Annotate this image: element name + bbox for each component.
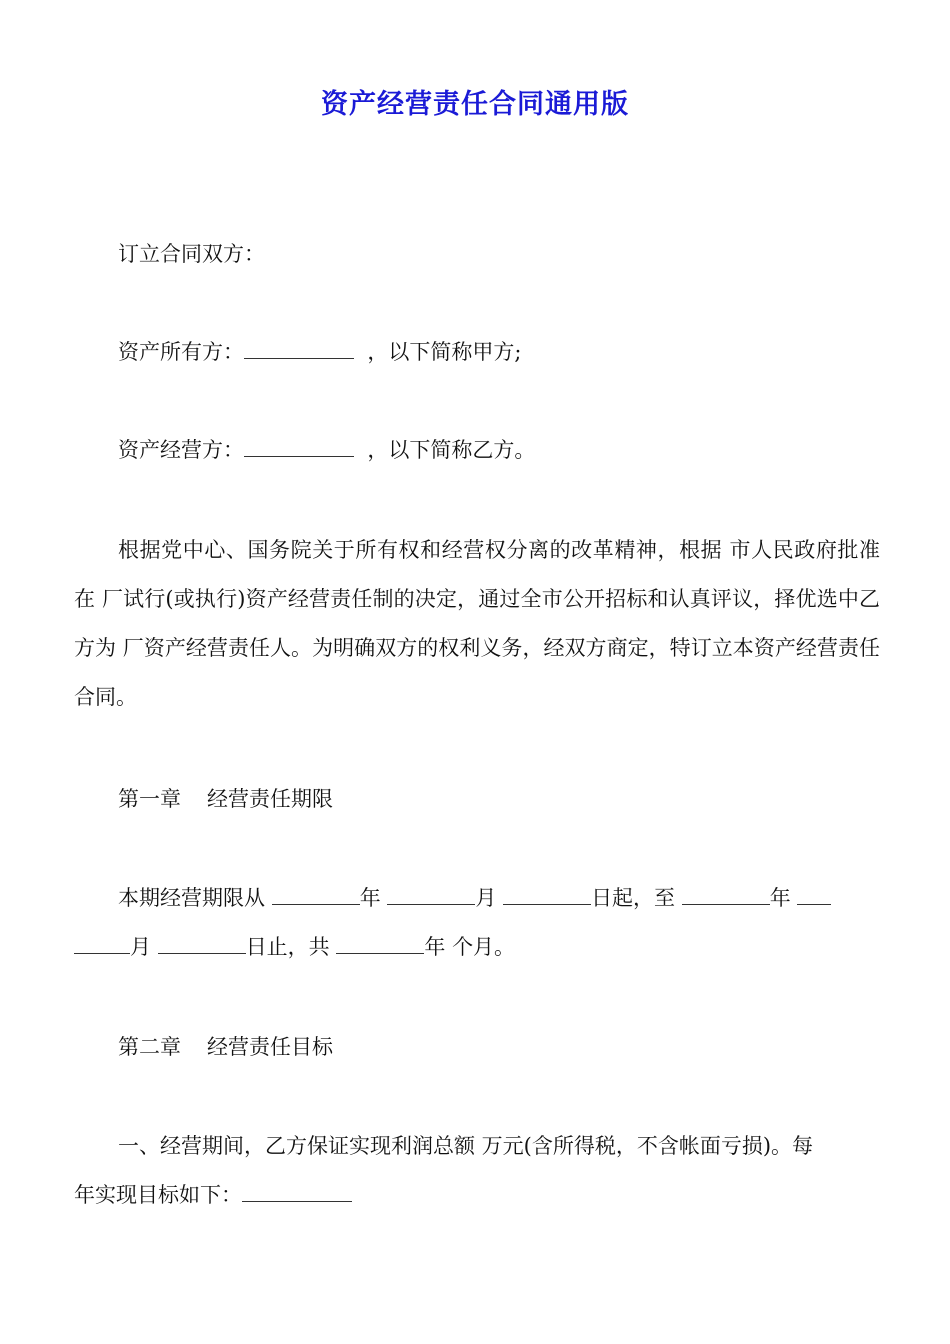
- term-year-label-3: 年: [424, 935, 446, 959]
- document-title: 资产经营责任合同通用版: [321, 89, 629, 120]
- owner-blank: [244, 340, 354, 359]
- term-month-label-2: 月: [130, 935, 151, 959]
- operator-label: 资产经营方：: [118, 438, 244, 462]
- start-day-blank: [503, 886, 591, 905]
- end-day-blank: [158, 935, 246, 954]
- term-months-total: 个月。: [452, 935, 516, 959]
- end-month-blank-b: [74, 935, 130, 954]
- end-year-blank: [682, 886, 770, 905]
- chapter2-heading: [74, 1023, 880, 1072]
- term-start: 本期经营期限从: [118, 886, 265, 910]
- total-year-blank: [336, 935, 424, 954]
- target-line-1: 一、经营期间，乙方保证实现利润总额 万元(含所得税，不含帐面亏损)。每: [118, 1134, 814, 1158]
- target-label: 年实现目标如下：: [74, 1183, 242, 1207]
- start-year-blank: [272, 886, 360, 905]
- term-month-label: 月: [475, 886, 497, 910]
- term-year-label-2: 年: [769, 886, 791, 910]
- term-day-from: 日起，至: [591, 886, 676, 910]
- operator-suffix: ，以下简称乙方。: [367, 438, 536, 462]
- start-month-blank: [387, 886, 475, 905]
- owner-suffix: ，以下简称甲方;: [367, 340, 522, 364]
- chapter1-number: 第一章: [118, 787, 181, 811]
- owner-label: 资产所有方：: [118, 340, 244, 364]
- preamble-paragraph: 根据党中心、国务院关于所有权和经营权分离的改革精神，根据 市人民政府批准在 厂试行(或执行)资产经营责任制的决定，通过全市公开招标和认真评议，择优选中乙方为 厂资产经营责任人。为明确双方的权利义务，经双方商定，特订立本资产经营责任合同。: [74, 538, 880, 709]
- operator-blank: [244, 438, 354, 457]
- end-month-blank-a: [797, 886, 831, 905]
- operator-line: [74, 426, 880, 475]
- term-line-2: [74, 923, 880, 972]
- target-blank: [242, 1183, 352, 1202]
- term-line-1: [74, 874, 880, 923]
- target-line-2: [74, 1171, 880, 1220]
- owner-line: [74, 328, 880, 377]
- chapter1-heading: [74, 775, 880, 824]
- parties-heading: 订立合同双方：: [118, 242, 265, 266]
- term-day-to: 日止，共: [245, 935, 330, 959]
- term-year-label: 年: [359, 886, 381, 910]
- chapter1-title: 经营责任期限: [207, 787, 333, 811]
- chapter2-title: 经营责任目标: [207, 1035, 333, 1059]
- chapter2-number: 第二章: [118, 1035, 181, 1059]
